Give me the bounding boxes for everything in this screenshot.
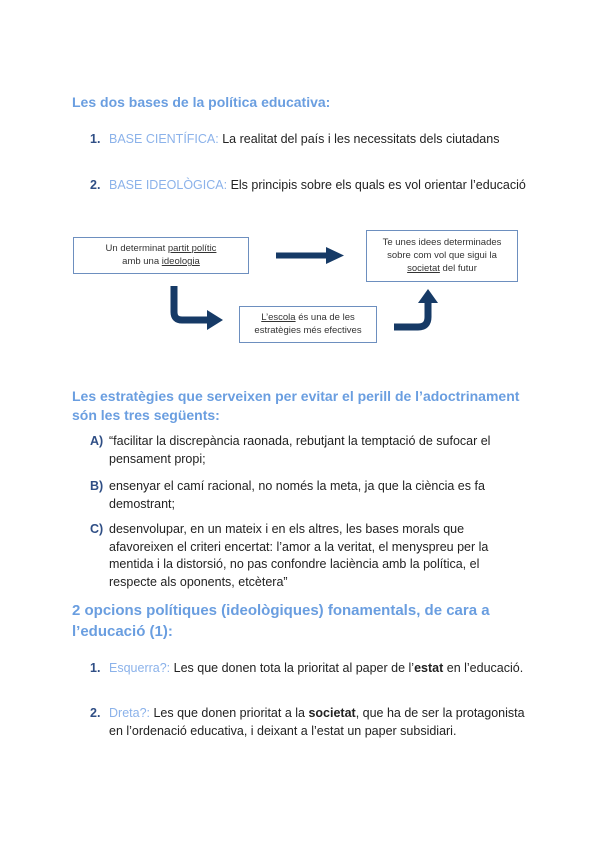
list-number: B): [90, 479, 104, 493]
section2-title: Les estratègies que serveixen per evitar el perill de l’adoctrinament són les tres següents:: [72, 388, 520, 423]
list-number: 2.: [90, 706, 101, 720]
right-arrow-icon: [276, 247, 346, 265]
list-text: La realitat del país i les necessitats dels ciutadans: [218, 132, 500, 146]
list-item: [90, 131, 530, 149]
list-bold-text: estat: [414, 661, 444, 675]
list-text: Els principis sobre els quals es vol orientar l’educació: [227, 178, 526, 192]
section1-title: Les dos bases de la política educativa:: [72, 94, 331, 110]
list-label: BASE IDEOLÒGICA:: [109, 178, 228, 192]
diagram-box-party: [73, 237, 249, 274]
list-text: , que ha de ser la protagonista en l’ordenació educativa, i deixant a l’estat un paper subsidiari.: [109, 706, 525, 738]
list-text: desenvolupar, en un mateix i en els altres, les bases morals que afavoreixen el criteri encertat: l’amor a la veritat, el menyspreu per la mentida i la distorsió, no pas confondre laciència amb la política, el respecte als oponents, etcètera”: [109, 522, 489, 589]
list-number: 1.: [90, 661, 101, 675]
box-text: amb una: [122, 256, 162, 267]
list-number: 1.: [90, 132, 101, 146]
list-label: BASE CIENTÍFICA:: [109, 132, 219, 146]
list-text: “facilitar la discrepància raonada, rebutjant la temptació de sufocar el pensament propi;: [109, 434, 491, 466]
box-underlined-text: societat: [407, 263, 440, 274]
box-underlined-text: L’escola: [261, 312, 296, 323]
list-item: [90, 521, 530, 591]
list-text: Les que donen prioritat a la: [150, 706, 309, 720]
list-number: C): [90, 522, 104, 536]
list-text: Les que donen tota la prioritat al paper de l’: [170, 661, 415, 675]
down-right-arrow-icon: [165, 284, 225, 330]
list-text: en l’educació.: [443, 661, 524, 675]
list-item: [90, 705, 530, 740]
box-text: Te unes idees determinades sobre com vol que sigui la: [382, 237, 502, 261]
box-text: del futur: [439, 263, 477, 274]
list-label: Dreta?:: [109, 706, 150, 720]
list-item: [90, 433, 530, 468]
list-number: A): [90, 434, 104, 448]
list-text: ensenyar el camí racional, no només la meta, ja que la ciència es fa demostrant;: [109, 479, 485, 511]
box-underlined-text: partit polític: [167, 243, 217, 254]
section3-title: 2 opcions polítiques (ideològiques) fonamentals, de cara a l’educació (1):: [72, 602, 490, 640]
box-underlined-text: ideologia: [161, 256, 200, 267]
list-item: [90, 660, 530, 678]
box-text: Un determinat: [105, 243, 168, 254]
list-number: 2.: [90, 178, 101, 192]
diagram-box-ideas: [366, 230, 518, 282]
box-text: és una de les estratègies més efectives: [254, 312, 362, 336]
right-up-arrow-icon: [394, 289, 442, 335]
list-bold-text: societat: [308, 706, 356, 720]
list-label: Esquerra?:: [109, 661, 171, 675]
list-item: [90, 478, 530, 513]
diagram-box-school: [239, 306, 377, 343]
list-item: [90, 177, 530, 195]
